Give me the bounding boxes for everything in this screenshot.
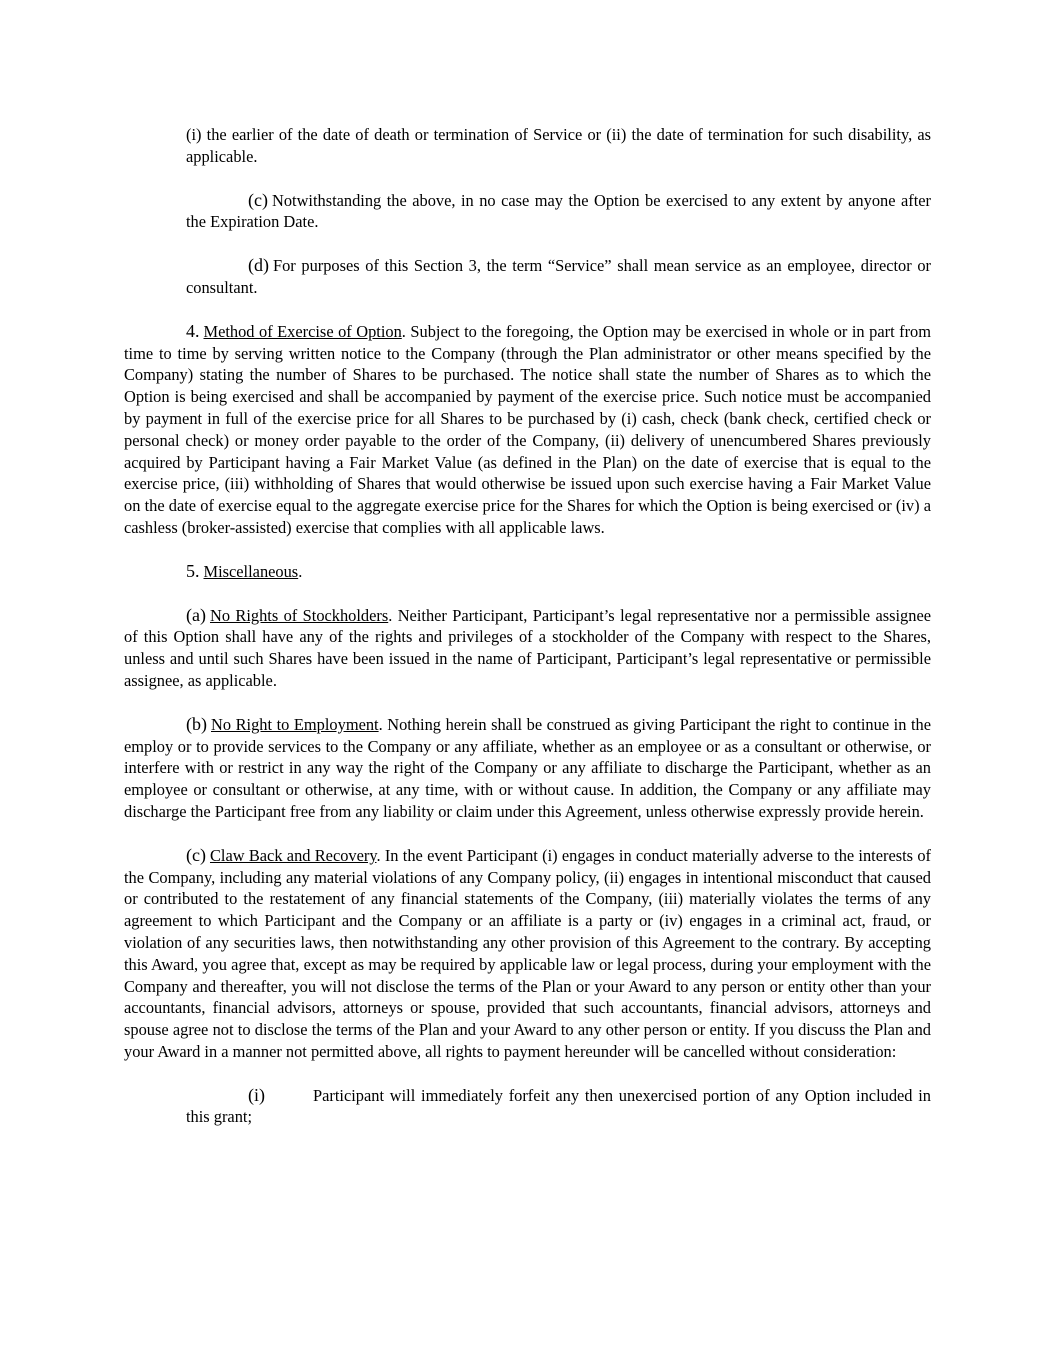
paragraph-continuation — [186, 124, 931, 168]
clause-text: Participant will immediately forfeit any then unexercised portion of any Option included in this grant; — [186, 1085, 931, 1127]
section-heading: Method of Exercise of Option — [203, 321, 402, 341]
paragraph-text: (i) the earlier of the date of death or termination of Service or (ii) the date of termination for such disability, as applicable. — [186, 125, 931, 166]
clause-number: (c) — [186, 844, 206, 865]
clause-heading: No Rights of Stockholders — [209, 605, 389, 625]
clause-number: (c) — [248, 189, 268, 210]
section-5c — [124, 845, 931, 1063]
paragraph-text: For purposes of this Section 3, the term “Service” shall mean service as an employee, director or consultant. — [186, 256, 931, 297]
clause-text: . Nothing herein shall be construed as giving Participant the right to continue in the employ or to provide services to the Company or any affiliate, whether as an employee or as a consultant or otherwise, or interfere with or restrict in any way the right of the Company or any affiliate to discharge the Participant, whether as an employee or consultant or otherwise, at any time, with or without cause. In addition, the Company or any affiliate may discharge the Participant free from any liability or claim under this Agreement, unless otherwise expressly provide herein. — [124, 714, 932, 821]
clause-number: (a) — [186, 604, 206, 625]
section-5 — [124, 561, 931, 583]
paragraph-3c — [186, 190, 931, 234]
clause-text: . In the event Participant (i) engages in conduct materially adverse to the interests of the Company, including any material violations of any Company policy, (ii) engages in intentional misconduct that caused or contributed to the restatement of any financial statements of the Company, (iii) materially violates the terms of any agreement to which Participant and the Company or an affiliate is a party or (iv) engages in a criminal act, fraud, or violation of any securities laws, then notwithstanding any other provision of this Agreement to the contrary. By accepting this Award, you agree that, except as may be required by applicable law or legal process, during your employment with the Company and thereafter, you will not disclose the terms of the Plan or your Award to any person or entity other than your accountants, financial advisors, attorneys or spouse, provided that such accountants, financial advisors, attorneys and spouse agree not to disclose the terms of the Plan and your Award to any other person or entity. If you discuss the Plan and your Award in a manner not permitted above, all rights to payment hereunder will be cancelled without consideration: — [124, 845, 931, 1061]
paragraph-3d — [186, 255, 931, 299]
clause-number: (i) — [248, 1084, 265, 1105]
paragraph-text: Notwithstanding the above, in no case may the Option be exercised to any extent by anyone after the Expiration Date. — [186, 190, 931, 232]
section-number: 4. — [186, 320, 200, 341]
clause-number: (d) — [248, 255, 269, 276]
clause-heading: Claw Back and Recovery — [209, 845, 377, 865]
section-number: 5. — [186, 560, 200, 581]
section-5b — [124, 714, 931, 823]
section-4 — [124, 321, 931, 539]
section-text: . Subject to the foregoing, the Option may be exercised in whole or in part from time to time by serving written notice to the Company (through the Plan administrator or other means specified by the Company) stating the number of Shares to be purchased. The notice shall state the number of Shares as to which the Option is being exercised and shall be accompanied by payment of the exercise price. Such notice must be accompanied by payment in full of the exercise price for all Shares to be purchased by (i) cash, check (bank check, certified check or personal check) or money order payable to the order of the Company, (ii) delivery of unencumbered Shares previously acquired by Participant having a Fair Market Value (as defined in the Plan) on the date of exercise that is equal to the exercise price, (iii) withholding of Shares that would otherwise be issued upon such exercise having a Fair Market Value on the date of exercise equal to the aggregate exercise price for the Shares for which the Option is being exercised or (iv) a cashless (broker-assisted) exercise that complies with all applicable laws. — [124, 321, 931, 537]
clause-heading: No Right to Employment — [211, 714, 379, 734]
document-page — [124, 124, 931, 1150]
section-text: . — [298, 561, 303, 581]
clause-number: (b) — [186, 713, 207, 734]
section-heading: Miscellaneous — [203, 561, 299, 581]
section-5c-i — [186, 1085, 931, 1129]
clause-text: . Neither Participant, Participant’s legal representative nor a permissible assignee of this Option shall have any of the rights and privileges of a stockholder of the Company with respect to the Shares, unless and until such Shares have been issued in the name of Participant, Participant’s legal representative or permissible assignee, as applicable. — [124, 605, 931, 690]
section-5a — [124, 605, 931, 692]
